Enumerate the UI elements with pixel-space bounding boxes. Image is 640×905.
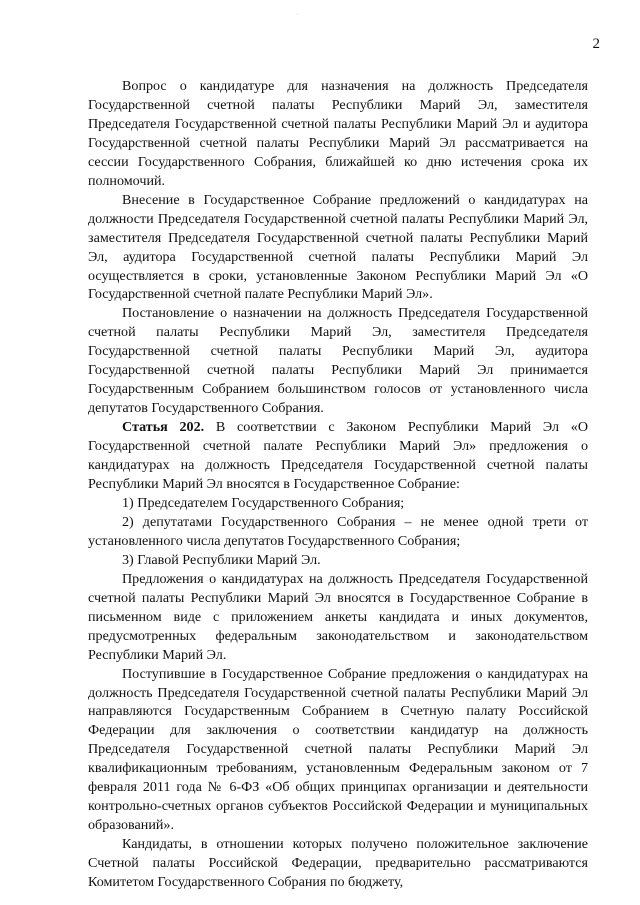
article-paragraph — [88, 418, 588, 494]
list-item: 2) депутатами Государственного Собрания – не менее одной трети от установленного числа депутатов Государственного Собрания; — [88, 513, 588, 549]
article-text: В соответствии с Законом Республики Марий Эл «О Государственной счетной палате Республики Марий Эл» предложения о кандидатурах на должность Председателя Государственной счетной палаты Республики Марий Эл вносятся в Государственное Собрание: — [88, 419, 588, 493]
article-label: Статья 202. — [122, 419, 205, 436]
list-item: 1) Председателем Государственного Собрания; — [122, 494, 405, 511]
paragraph: Вопрос о кандидатуре для назначения на должность Председателя Государственной счетной палаты Республики Марий Эл, заместителя Председателя Государственной счетной палаты Республики Марий Эл и аудитора Государственной счетной палаты Республики Марий Эл рассматривается на сессии Государственного Собрания, ближайшей ко дню истечения срока их полномочий. — [88, 78, 588, 189]
scan-mark: · — [296, 12, 298, 18]
paragraph: Предложения о кандидатурах на должность Председателя Государственной счетной палаты Республики Марий Эл вносятся в Государственное Собрание в письменном виде с приложением анкеты кандидата и иных документов, предусмотренных федеральным законодательством и законодательством Республики Марий Эл. — [88, 570, 588, 663]
document-body — [88, 77, 588, 892]
page-number: 2 — [592, 36, 600, 52]
paragraph: Постановление о назначении на должность Председателя Государственной счетной палаты Республики Марий Эл, заместителя Председателя Государственной счетной палаты Республики Марий Эл, аудитора Государственной счетной палаты Республики Марий Эл принимается Государственным Собранием большинством голосов от установленного числа депутатов Государственного Собрания. — [88, 305, 588, 417]
paragraph: Поступившие в Государственное Собрание предложения о кандидатурах на должность Председателя Государственной счетной палаты Республики Марий Эл направляются Государственным Собранием в Счетную палату Российской Федерации для заключения о соответствии кандидатур на должность Председателя Государственной счетной палаты Республики Марий Эл квалификационным требованиям, установленным Федеральным законом от 7 февраля 2011 года № 6-ФЗ «Об общих принципах организации и деятельности контрольно-счетных органов субъектов Российской Федерации и муниципальных образований». — [88, 665, 588, 834]
list-item: 3) Главой Республики Марий Эл. — [122, 551, 321, 568]
paragraph: Кандидаты, в отношении которых получено положительное заключение Счетной палаты Российской Федерации, предварительно рассматриваются Комитетом Государственного Собрания по бюджету, — [88, 836, 588, 891]
paragraph: Внесение в Государственное Собрание предложений о кандидатурах на должности Председателя Государственной счетной палаты Республики Марий Эл, заместителя Председателя Государственной счетной палаты Республики Марий Эл, аудитора Государственной счетной палаты Республики Марий Эл осуществляется в сроки, установленные Законом Республики Марий Эл «О Государственной счетной палате Республики Марий Эл». — [88, 191, 588, 303]
